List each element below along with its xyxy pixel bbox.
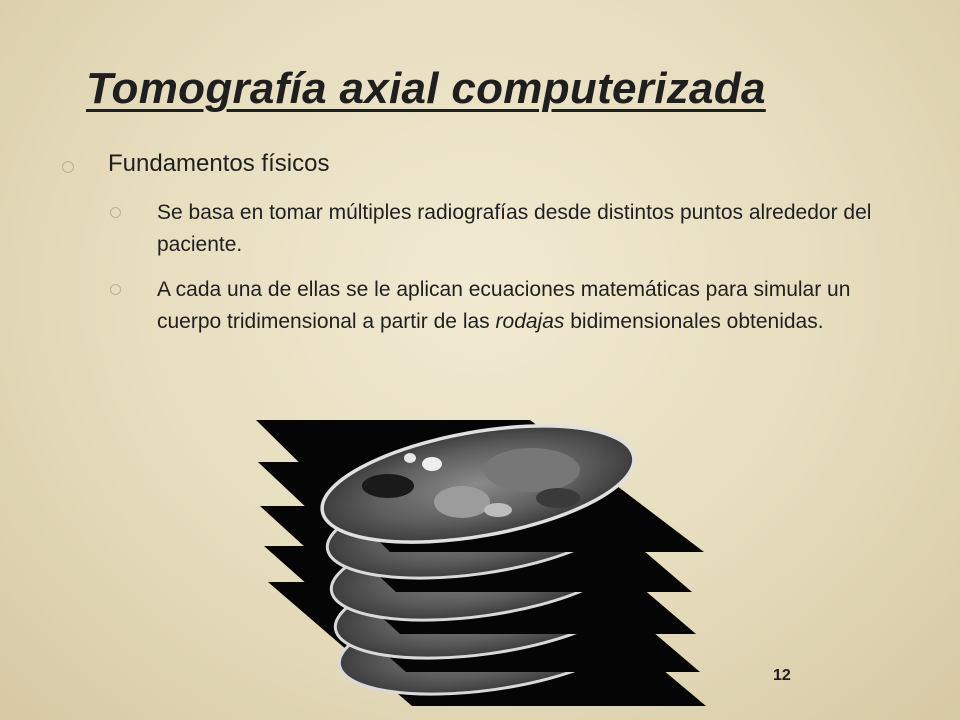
bullet-text: Se basa en tomar múltiples radiografías desde distintos puntos alrededor del paciente. — [157, 201, 872, 256]
emphasis-text: rodajas — [495, 310, 565, 333]
ct-slices-image — [240, 410, 720, 716]
bullet-text — [157, 274, 890, 338]
bullet-level2 — [110, 197, 890, 261]
bullet-text-part: A cada una de ellas se le aplican ecuaciones matemáticas para simular un cuerpo tridimensional a partir de las — [157, 278, 851, 333]
bullet-text: Fundamentos físicos — [108, 150, 330, 177]
page-number: 12 — [773, 667, 791, 684]
slide-title: Tomografía axial computerizada — [86, 64, 766, 113]
bullet-circle-icon — [110, 284, 121, 295]
bullet-text-part: bidimensionales obtenidas. — [564, 310, 824, 333]
bullet-circle-icon — [110, 207, 121, 218]
bullet-circle-icon — [62, 161, 74, 173]
bullet-level1 — [68, 150, 888, 178]
bullet-level2 — [110, 274, 890, 338]
